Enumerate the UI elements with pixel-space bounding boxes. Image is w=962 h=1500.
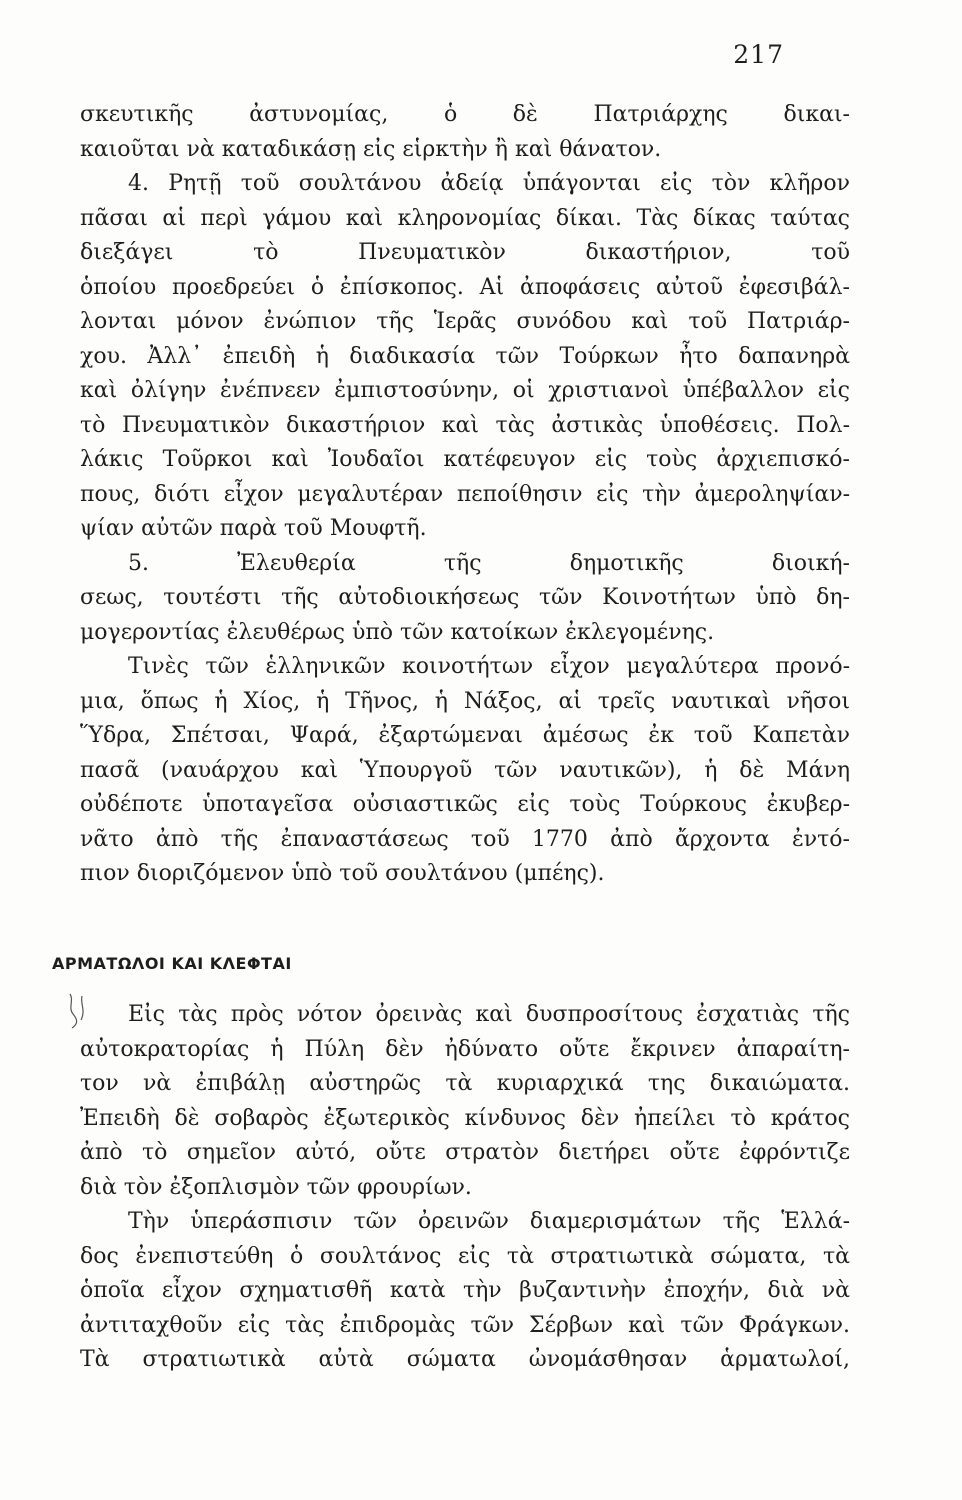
text-line: 4. Ρητῇ τοῦ σουλτάνου ἀδείᾳ ὑπάγονται εἰς τὸν κλῆρον xyxy=(128,171,850,196)
text-line: πασᾶ (ναυάρχου καὶ Ὑπουργοῦ τῶν ναυτικῶν), ἡ δὲ Μάνη xyxy=(80,757,850,783)
text-line: Ἐπειδὴ δὲ σοβαρὸς ἐξωτερικὸς κίνδυνος δὲν ἠπείλει τὸ κράτος xyxy=(80,1105,850,1131)
text-line: τον νὰ ἐπιβάλῃ αὐστηρῶς τὰ κυριαρχικά της δικαιώματα. xyxy=(80,1071,850,1096)
text-line: λάκις Τοῦρκοι καὶ Ἰουδαῖοι κατέφευγον εἰς τοὺς ἀρχιεπισκό- xyxy=(80,447,850,472)
text-line: Τινὲς τῶν ἑλληνικῶν κοινοτήτων εἶχον μεγαλύτερα προνό- xyxy=(128,654,850,679)
text-line: ὁποίου προεδρεύει ὁ ἐπίσκοπος. Αἱ ἀποφάσεις αὐτοῦ ἐφεσιβάλ- xyxy=(80,274,850,300)
text-line: λονται μόνον ἐνώπιον τῆς Ἱερᾶς συνόδου καὶ τοῦ Πατριάρ- xyxy=(80,309,850,334)
page-number: 217 xyxy=(733,40,784,69)
body-text-section-1 xyxy=(80,98,850,892)
text-line: σκευτικῆς ἀστυνομίας, ὁ δὲ Πατριάρχης δικαι- xyxy=(80,102,850,127)
text-line: πᾶσαι αἱ περὶ γάμου καὶ κληρονομίας δίκαι. Τὰς δίκας ταύτας xyxy=(80,205,850,231)
text-line: νᾶτο ἀπὸ τῆς ἐπαναστάσεως τοῦ 1770 ἀπὸ ἄρχοντα ἐντό- xyxy=(80,826,850,852)
text-line: 5. Ἐλευθερία τῆς δημοτικῆς διοική- xyxy=(128,550,850,576)
text-line: Τὰ στρατιωτικὰ αὐτὰ σώματα ὠνομάσθησαν ἁρματωλοί, xyxy=(80,1347,850,1372)
text-line: ἀπὸ τὸ σημεῖον αὐτό, οὔτε στρατὸν διετήρει οὔτε ἐφρόντιζε xyxy=(80,1140,850,1165)
text-line: τὸ Πνευματικὸν δικαστήριον καὶ τὰς ἀστικὰς ὑποθέσεις. Πολ- xyxy=(80,412,850,438)
text-line: δος ἐνεπιστεύθη ὁ σουλτάνος εἰς τὰ στρατιωτικὰ σώματα, τὰ xyxy=(80,1243,850,1269)
text-line: Ὕδρα, Σπέτσαι, Ψαρά, ἐξαρτώμεναι ἀμέσως ἐκ τοῦ Καπετὰν xyxy=(80,723,850,748)
text-line: διὰ τὸν ἐξοπλισμὸν τῶν φρουρίων. xyxy=(80,1174,472,1200)
text-line: Τὴν ὑπεράσπισιν τῶν ὀρεινῶν διαμερισμάτων τῆς Ἑλλά- xyxy=(128,1209,850,1234)
text-line: μογεροντίας ἐλευθέρως ὑπὸ τῶν κατοίκων ἐκλεγομένης. xyxy=(80,619,715,645)
text-line: καὶ ὀλίγην ἐνέπνεεν ἐμπιστοσύνην, οἱ χριστιανοὶ ὑπέβαλλον εἰς xyxy=(80,378,850,403)
text-line: καιοῦται νὰ καταδικάσῃ εἰς εἱρκτὴν ἢ καὶ θάνατον. xyxy=(80,136,662,162)
text-line: σεως, τουτέστι τῆς αὐτοδιοικήσεως τῶν Κοινοτήτων ὑπὸ δη- xyxy=(80,585,850,610)
text-line: ὁποῖα εἶχον σχηματισθῆ κατὰ τὴν βυζαντινὴν ἐποχήν, διὰ νὰ xyxy=(80,1278,850,1303)
text-line: ψίαν αὐτῶν παρὰ τοῦ Μουφτῆ. xyxy=(80,516,427,541)
text-line: ἀντιταχθοῦν εἰς τὰς ἐπιδρομὰς τῶν Σέρβων καὶ τῶν Φράγκων. xyxy=(80,1312,850,1338)
text-line: Εἰς τὰς πρὸς νότον ὀρεινὰς καὶ δυσπροσίτους ἐσχατιὰς τῆς xyxy=(128,1002,850,1027)
text-line: πιον διοριζόμενον ὑπὸ τοῦ σουλτάνου (μπέης). xyxy=(80,861,605,886)
text-line: χου. Ἀλλ᾽ ἐπειδὴ ἡ διαδικασία τῶν Τούρκων ἦτο δαπανηρὰ xyxy=(80,343,850,369)
text-line: αὐτοκρατορίας ἡ Πύλη δὲν ἠδύνατο οὔτε ἔκρινεν ἀπαραίτη- xyxy=(80,1036,850,1062)
text-line: μια, ὅπως ἡ Χίος, ἡ Τῆνος, ἡ Νάξος, αἱ τρεῖς ναυτικαὶ νῆσοι xyxy=(80,688,850,714)
text-line: οὐδέποτε ὑποταγεῖσα οὐσιαστικῶς εἰς τοὺς Τούρκους ἐκυβερ- xyxy=(80,792,850,817)
body-text-section-2 xyxy=(80,998,850,1378)
text-line: πους, διότι εἶχον μεγαλυτέραν πεποίθησιν εἰς τὴν ἀμεροληψίαν- xyxy=(80,481,850,507)
text-line: διεξάγει τὸ Πνευματικὸν δικαστήριον, τοῦ xyxy=(80,240,850,265)
section-heading: ΑΡΜΑΤΩΛΟΙ ΚΑΙ ΚΛΕΦΤΑΙ xyxy=(52,954,292,973)
